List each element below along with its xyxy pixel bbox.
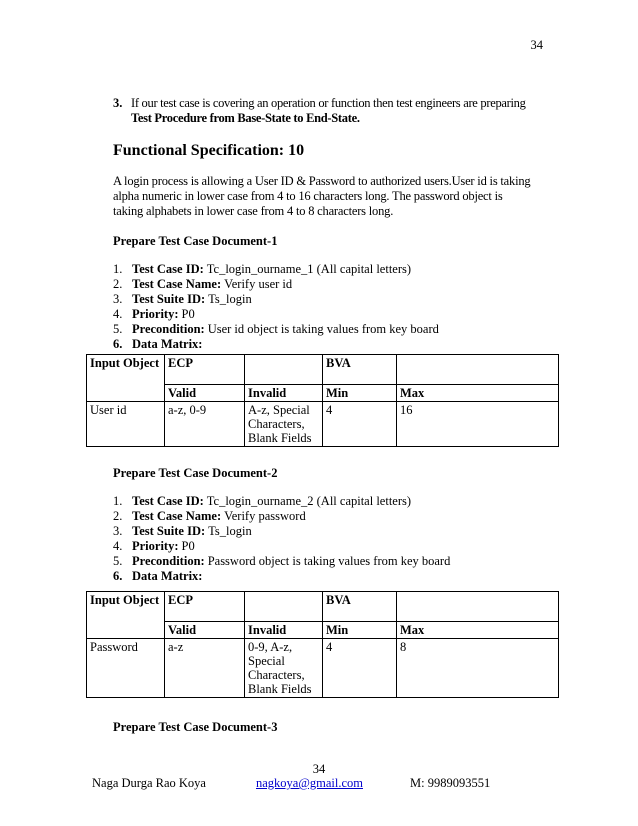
paragraph-line: alpha numeric in lower case from 4 to 16 characters long. The password object is <box>113 189 503 203</box>
list-item: 6. Data Matrix: <box>113 337 203 351</box>
list-item: 1. Test Case ID: Tc_login_ourname_2 (All capital letters) <box>113 494 412 508</box>
cell-max: 8 <box>397 639 559 698</box>
doc2-steps <box>113 494 553 584</box>
cell-min: 4 <box>323 402 397 447</box>
list-item: 3. Test Suite ID: Ts_login <box>113 524 252 538</box>
paragraph-line: A login process is allowing a User ID & Password to authorized users.User id is taking <box>113 174 531 188</box>
list-item: 4. Priority: P0 <box>113 307 195 321</box>
data-matrix-1 <box>86 354 559 447</box>
doc2-title: Prepare Test Case Document-2 <box>113 466 278 480</box>
list-item: 6. Data Matrix: <box>113 569 203 583</box>
header-bva: BVA <box>323 592 397 622</box>
list-item: 3. Test Suite ID: Ts_login <box>113 292 252 306</box>
cell-invalid: 0-9, A-z, Special Characters, Blank Fields <box>245 639 323 698</box>
header-max: Max <box>397 622 559 639</box>
list-item: 5. Precondition: Password object is taking values from key board <box>113 554 451 568</box>
header-ecp: ECP <box>165 355 245 385</box>
header-min: Min <box>323 385 397 402</box>
header-input-object: Input Object <box>87 355 165 402</box>
header-valid: Valid <box>165 622 245 639</box>
cell-valid: a-z, 0-9 <box>165 402 245 447</box>
doc1-title: Prepare Test Case Document-1 <box>113 234 278 248</box>
header-page-number: 34 <box>530 38 543 52</box>
list-item: 4. Priority: P0 <box>113 539 195 553</box>
header-input-object: Input Object <box>87 592 165 639</box>
footer-email-link[interactable]: nagkoya@gmail.com <box>256 776 363 790</box>
content-doc3 <box>113 720 553 748</box>
intro-item-line2: Test Procedure from Base-State to End-State. <box>131 111 360 125</box>
table-row <box>87 639 559 698</box>
list-item: 2. Test Case Name: Verify password <box>113 509 306 523</box>
cell-invalid: A-z, Special Characters, Blank Fields <box>245 402 323 447</box>
cell-min: 4 <box>323 639 397 698</box>
footer-phone: M: 9989093551 <box>410 776 491 790</box>
doc1-steps <box>113 262 553 352</box>
intro-item-line1: If our test case is covering an operation or function then test engineers are preparing <box>131 96 526 110</box>
list-item: 5. Precondition: User id object is taking values from key board <box>113 322 439 336</box>
paragraph-line: taking alphabets in lower case from 4 to 8 characters long. <box>113 204 394 218</box>
list-item: 2. Test Case Name: Verify user id <box>113 277 293 291</box>
header-valid: Valid <box>165 385 245 402</box>
cell-valid: a-z <box>165 639 245 698</box>
cell-max: 16 <box>397 402 559 447</box>
cell-object: Password <box>87 639 165 698</box>
table-row <box>87 402 559 447</box>
content-doc2 <box>113 466 553 584</box>
header-invalid: Invalid <box>245 622 323 639</box>
header-bva: BVA <box>323 355 397 385</box>
intro-item-number: 3. <box>113 96 123 110</box>
header-max: Max <box>397 385 559 402</box>
footer-author: Naga Durga Rao Koya <box>92 776 206 790</box>
doc3-title: Prepare Test Case Document-3 <box>113 720 278 734</box>
content-top <box>113 96 553 352</box>
section-title: Functional Specification: 10 <box>113 142 305 159</box>
list-item: 1. Test Case ID: Tc_login_ourname_1 (All capital letters) <box>113 262 412 276</box>
footer <box>92 776 512 791</box>
header-invalid: Invalid <box>245 385 323 402</box>
section-paragraph <box>113 174 553 219</box>
footer-page-number: 34 <box>312 762 326 776</box>
data-matrix-2 <box>86 591 559 698</box>
cell-object: User id <box>87 402 165 447</box>
intro-list-item <box>113 96 553 126</box>
header-min: Min <box>323 622 397 639</box>
header-ecp: ECP <box>165 592 245 622</box>
